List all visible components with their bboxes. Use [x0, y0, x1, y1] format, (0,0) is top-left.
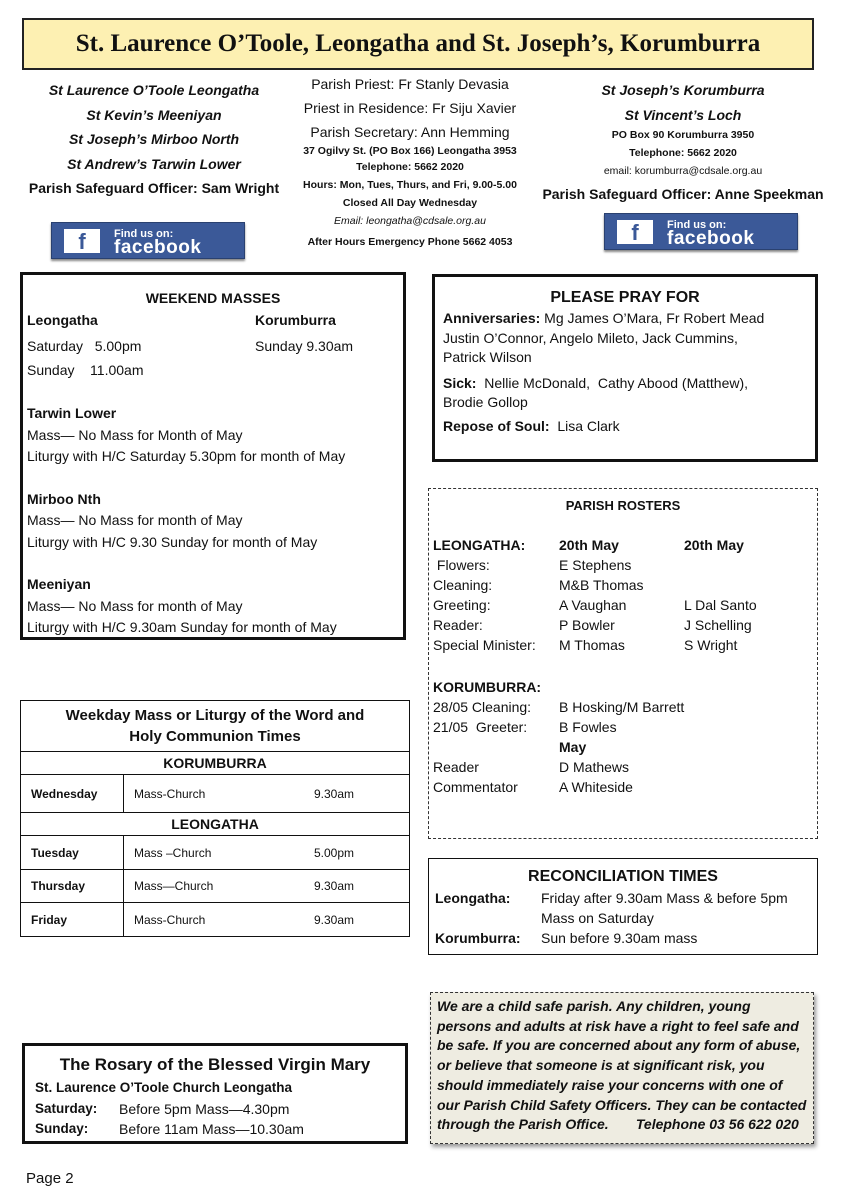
table-row [21, 903, 410, 937]
roster-name: D Mathews [559, 759, 630, 775]
reconciliation-time: Mass on Saturday [541, 910, 654, 926]
roster-name: L Dal Santo [684, 597, 757, 613]
weekday-time: 5.00pm [304, 836, 410, 870]
roster-role: Special Minister: [433, 637, 536, 653]
section-title: PLEASE PRAY FOR [550, 289, 700, 306]
sick-label: Sick: [443, 374, 477, 391]
roster-name: S Wright [684, 637, 738, 653]
safeguard-officer: Parish Safeguard Officer: Sam Wright [28, 180, 280, 196]
weekday-service: Mass-Church [124, 903, 305, 937]
please-pray-box [432, 274, 818, 462]
mirboo-mass: Mass— No Mass for month of May [27, 512, 243, 528]
weekday-time: 9.30am [304, 775, 410, 813]
table-row [433, 595, 757, 615]
roster-name: M&B Thomas [559, 577, 644, 593]
weekday-service: Mass—Church [124, 870, 305, 903]
notice-line: through the Parish Office. Telephone 03 56 622 020 [437, 1116, 799, 1133]
emergency-phone: After Hours Emergency Phone 5662 4053 [307, 236, 513, 248]
church-name: St Andrew’s Tarwin Lower [67, 155, 241, 172]
roster-role: Cleaning: [433, 577, 493, 593]
roster-role: Commentator [433, 779, 518, 795]
mirboo-liturgy: Liturgy with H/C 9.30 Sunday for month of May [27, 533, 318, 550]
anniversaries-names: Patrick Wilson [443, 349, 532, 365]
office-phone: Telephone: 5662 2020 [356, 161, 464, 173]
notice-line: persons and adults at risk have a right to feel safe and [437, 1017, 799, 1034]
facebook-button-korumburra[interactable] [604, 213, 798, 250]
anniversaries-label: Anniversaries: [443, 310, 541, 326]
sick-names: Brodie Gollop [443, 394, 528, 410]
weekday-day: Tuesday [21, 836, 124, 870]
roster-heading: LEONGATHA: [433, 537, 526, 553]
table-row [21, 775, 410, 813]
table-row [21, 870, 410, 903]
roster-role: Reader: [433, 617, 483, 633]
facebook-small-text: Find us on: [667, 218, 727, 231]
left-parish-info [20, 78, 288, 200]
roster-name: M Thomas [559, 637, 625, 653]
facebook-small-text: Find us on: [114, 227, 174, 240]
table-title: Weekday Mass or Liturgy of the Word and [65, 707, 365, 724]
rosary-church: St. Laurence O’Toole Church Leongatha [35, 1080, 293, 1095]
kor-phone: Telephone: 5662 2020 [629, 147, 737, 159]
roster-role: Greeting: [433, 597, 491, 613]
notice-line: We are a child safe parish. Any children, young [437, 998, 751, 1014]
parish-rosters-box [428, 488, 818, 839]
church-name: St Vincent’s Loch [624, 106, 742, 123]
office-closed: Closed All Day Wednesday [342, 197, 478, 209]
rosary-box [22, 1043, 408, 1144]
korumburra-heading: Korumburra [255, 311, 336, 328]
table-row [433, 777, 684, 797]
table-section-header [21, 813, 410, 836]
roster-role [433, 737, 559, 757]
sunday-mass: Sunday 11.00am [27, 361, 144, 378]
roster-name: B Fowles [559, 719, 617, 735]
sick-names: Nellie McDonald, Cathy Abood (Matthew), [476, 374, 749, 391]
section-title: PARISH ROSTERS [565, 498, 681, 513]
roster-name: B Hosking/M Barrett [559, 699, 685, 715]
repose-names: Lisa Clark [549, 417, 620, 434]
kor-email[interactable]: email: korumburra@cdsale.org.au [603, 165, 763, 177]
roster-role: 21/05 Greeter: [433, 719, 528, 735]
table-section-header [21, 752, 410, 775]
church-name: St Joseph’s Mirboo North [68, 131, 240, 147]
tarwin-mass: Mass— No Mass for Month of May [27, 426, 243, 443]
saturday-label: Saturday: [35, 1100, 98, 1116]
tarwin-liturgy: Liturgy with H/C Saturday 5.30pm for month of May [27, 448, 346, 464]
table-row [433, 635, 757, 655]
reconciliation-time: Friday after 9.30am Mass & before 5pm [541, 890, 788, 906]
roster-role: Flowers: [433, 557, 490, 573]
korumburra-roster-table [433, 677, 684, 797]
notice-line: our Parish Child Safety Officers. They can be contacted [437, 1096, 807, 1113]
leongatha-heading: Leongatha [27, 311, 98, 328]
saturday-mass: Saturday 5.00pm [27, 337, 142, 354]
table-row [433, 737, 684, 757]
parish-priest: Parish Priest: Fr Stanly Devasia [311, 76, 509, 92]
notice-line: or believe that someone is at significant risk, you [437, 1057, 765, 1074]
page-title: St. Laurence O’Toole, Leongatha and St. Joseph’s, Korumburra [22, 18, 814, 70]
roster-name: P Bowler [559, 617, 615, 633]
reconciliation-time: Sun before 9.30am mass [541, 930, 698, 946]
rosary-time: Before 11am Mass—10.30am [119, 1121, 304, 1137]
office-hours: Hours: Mon, Tues, Thurs, and Fri, 9.00-5.00 [303, 179, 517, 191]
tarwin-heading: Tarwin Lower [27, 405, 117, 421]
parish-secretary: Parish Secretary: Ann Hemming [310, 124, 510, 140]
roster-date: 20th May [559, 537, 619, 553]
meeniyan-heading: Meeniyan [27, 576, 91, 592]
roster-name: E Stephens [559, 557, 632, 573]
notice-line: should immediately raise your concerns with one of [437, 1076, 783, 1093]
roster-name: A Whiteside [559, 779, 633, 795]
roster-name: May [559, 739, 587, 755]
roster-name: J Schelling [684, 617, 752, 633]
roster-role: 28/05 Cleaning: [433, 699, 532, 715]
mirboo-heading: Mirboo Nth [27, 490, 101, 507]
table-row [433, 757, 684, 777]
section-title: RECONCILIATION TIMES [528, 868, 718, 885]
korumburra-heading: KORUMBURRA [21, 752, 410, 775]
table-row [433, 615, 757, 635]
facebook-button-leongatha[interactable] [51, 222, 245, 259]
notice-line: be safe. If you are concerned about any form of abuse, [437, 1037, 801, 1054]
po-box: PO Box 90 Korumburra 3950 [611, 129, 755, 141]
korumburra-label: Korumburra: [435, 930, 521, 946]
table-row [433, 717, 684, 737]
roster-name: A Vaughan [559, 597, 627, 613]
church-name: St Kevin’s Meeniyan [86, 106, 222, 123]
table-header [21, 701, 410, 752]
table-row [433, 535, 757, 555]
repose-label: Repose of Soul: [443, 417, 550, 434]
anniversaries-names: Mg James O’Mara, Fr Robert Mead [540, 310, 765, 326]
facebook-logo-text: facebook [667, 227, 755, 249]
meeniyan-mass: Mass— No Mass for month of May [27, 597, 243, 614]
weekday-time: 9.30am [304, 870, 410, 903]
leongatha-roster-table [433, 535, 757, 655]
weekday-day: Wednesday [21, 775, 124, 813]
rosary-time: Before 5pm Mass—4.30pm [119, 1100, 290, 1117]
church-name: St Joseph’s Korumburra [601, 82, 765, 98]
table-row [433, 575, 757, 595]
weekday-service: Mass-Church [124, 775, 305, 813]
table-row [433, 555, 757, 575]
reconciliation-box [428, 858, 818, 955]
sunday-label: Sunday: [35, 1121, 89, 1136]
church-name: St Laurence O’Toole Leongatha [48, 82, 260, 98]
parish-office-info [290, 72, 530, 254]
table-row [433, 697, 684, 717]
priest-in-residence: Priest in Residence: Fr Siju Xavier [303, 100, 517, 116]
safeguard-officer: Parish Safeguard Officer: Anne Speekman [542, 186, 824, 202]
roster-date: 20th May [684, 537, 744, 553]
child-safe-notice [430, 992, 814, 1144]
office-email[interactable]: Email: leongatha@cdsale.org.au [334, 215, 486, 227]
facebook-logo-text: facebook [114, 236, 202, 258]
roster-name [684, 555, 757, 575]
facebook-icon: f [617, 220, 653, 244]
roster-name [684, 575, 757, 595]
roster-heading: KORUMBURRA: [433, 679, 542, 695]
weekday-day: Friday [21, 903, 124, 937]
weekday-mass-table [20, 700, 410, 937]
weekday-time: 9.30am [304, 903, 410, 937]
weekday-day: Thursday [21, 870, 124, 903]
weekday-service: Mass –Church [124, 836, 305, 870]
anniversaries-names: Justin O’Connor, Angelo Mileto, Jack Cummins, [443, 329, 738, 346]
table-row [21, 836, 410, 870]
roster-role: Reader [433, 759, 479, 775]
table-title: Holy Communion Times [129, 728, 301, 745]
facebook-icon: f [64, 229, 100, 253]
right-parish-info [538, 78, 828, 209]
leongatha-heading: LEONGATHA [21, 813, 410, 836]
section-title: WEEKEND MASSES [145, 290, 281, 306]
meeniyan-liturgy: Liturgy with H/C 9.30am Sunday for month of May [27, 619, 337, 635]
office-address: 37 Ogilvy St. (PO Box 166) Leongatha 3953 [303, 145, 517, 157]
weekend-masses-box [20, 272, 406, 640]
leongatha-label: Leongatha: [435, 890, 511, 906]
page-number: Page 2 [26, 1170, 74, 1187]
korumburra-sunday: Sunday 9.30am [255, 337, 354, 354]
section-title: The Rosary of the Blessed Virgin Mary [59, 1055, 371, 1074]
table-row [433, 677, 684, 697]
